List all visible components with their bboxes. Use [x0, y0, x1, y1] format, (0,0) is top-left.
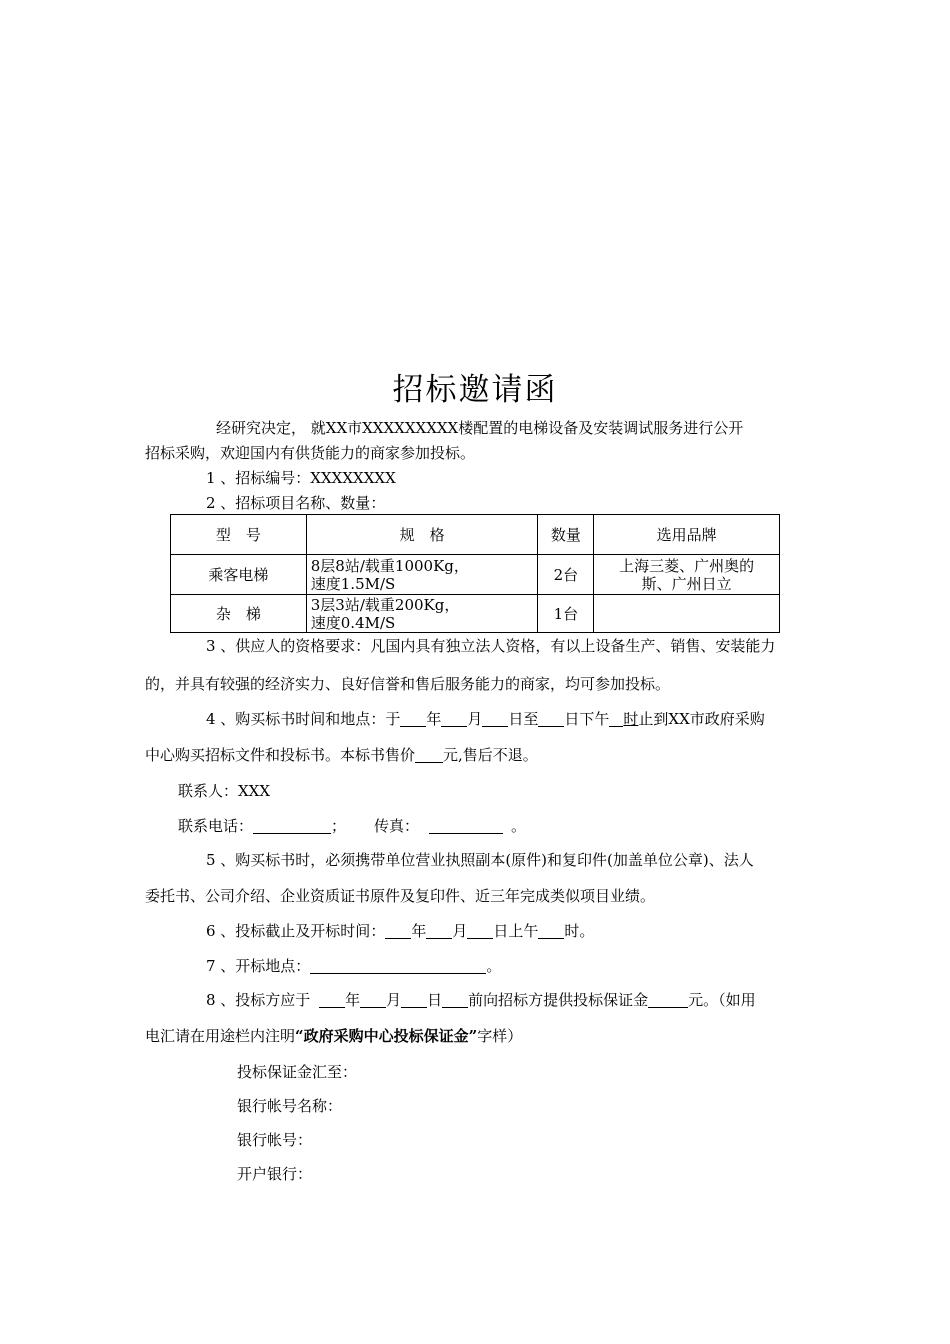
item-6-line — [206, 921, 594, 941]
item-8-line-2 — [145, 1026, 522, 1046]
cell-spec-line-2: 速度0.4M/S — [310, 613, 396, 632]
label-hour: 时 — [623, 710, 639, 728]
label-day-am: 日上午 — [493, 922, 539, 940]
cell-brand — [594, 555, 780, 595]
table-header-row — [171, 515, 780, 555]
table-row — [171, 595, 780, 633]
cell-spec — [306, 595, 538, 633]
label-year: 年 — [411, 922, 427, 940]
blank-month — [360, 991, 386, 1008]
item-8-note-emphasis: “政府采购中心投标保证金” — [295, 1027, 478, 1045]
blank-year — [319, 991, 345, 1008]
item-3-line-2: 的，并具有较强的经济实力、良好信誉和售后服务能力的商家，均可参加投标。 — [145, 675, 671, 693]
blank-year — [400, 710, 426, 727]
intro-line-2: 招标采购，欢迎国内有供货能力的商家参加投标。 — [145, 444, 476, 462]
blank-hour — [538, 922, 564, 939]
blank-fax — [429, 817, 503, 834]
deposit-remit-label: 投标保证金汇至： — [237, 1063, 358, 1081]
cell-brand — [594, 595, 780, 633]
blank-month — [441, 710, 467, 727]
blank-price — [415, 746, 443, 763]
deposit-account-name-label: 银行帐号名称： — [237, 1097, 343, 1115]
item-7-end: 。 — [486, 957, 502, 975]
cell-spec-line-1: 8层8站/载重1000Kg， — [310, 556, 469, 575]
item-4-suffix: 止到XX市政府采购 — [638, 710, 765, 728]
table-row — [171, 555, 780, 595]
cell-model: 杂 梯 — [171, 595, 307, 633]
label-day-to: 日至 — [508, 710, 539, 728]
item-1-tender-number: 1 、招标编号：XXXXXXXX — [206, 469, 396, 487]
item-4-price-unit: 元,售后不退。 — [443, 746, 538, 764]
blank-before — [442, 991, 468, 1008]
item-8-deposit-text: 前向招标方提供投标保证金 — [468, 991, 649, 1009]
label-hour-end: 时。 — [564, 922, 595, 940]
blank-phone — [253, 817, 331, 834]
item-2-project-name: 2 、招标项目名称、数量： — [206, 494, 386, 512]
blank-day — [482, 710, 508, 727]
item-7-prefix: 7 、开标地点： — [206, 957, 311, 975]
cell-spec — [306, 555, 538, 595]
header-brand: 选用品牌 — [594, 515, 780, 555]
item-4-prefix: 4 、购买标书时间和地点：于 — [206, 710, 401, 728]
intro-line-1: 经研究决定， 就XX市XXXXXXXXX楼配置的电梯设备及安装调试服务进行公开 — [216, 419, 744, 437]
cell-spec-line-2: 速度1.5M/S — [310, 574, 396, 593]
item-5-line-1: 5 、购买标书时，必须携带单位营业执照副本(原件)和复印件(加盖单位公章)、法人 — [206, 851, 754, 869]
cell-spec-line-1: 3层3站/载重200Kg， — [310, 595, 460, 614]
phone-separator: ； — [331, 817, 347, 835]
item-7-line — [206, 956, 501, 976]
phone-label: 联系电话： — [178, 817, 254, 835]
blank-day — [467, 922, 493, 939]
item-8-note-suffix: 字样） — [477, 1027, 523, 1045]
blank-day — [401, 991, 427, 1008]
label-year: 年 — [345, 991, 361, 1009]
page-title: 招标邀请函 — [392, 372, 558, 408]
contact-person: 联系人：XXX — [178, 782, 271, 800]
label-month: 月 — [467, 710, 483, 728]
item-4-price-label: 中心购买招标文件和投标书。本标书售价 — [145, 746, 416, 764]
item-4-line-1 — [206, 709, 765, 729]
blank-amount — [648, 991, 688, 1008]
header-model: 型 号 — [171, 515, 307, 555]
blank-month — [426, 922, 452, 939]
item-3-line-1: 3 、供应人的资格要求：凡国内具有独立法人资格，有以上设备生产、销售、安装能力 — [206, 637, 776, 655]
cell-brand-line-1: 上海三菱、广州奥的 — [619, 556, 755, 575]
header-spec: 规 格 — [306, 515, 538, 555]
cell-quantity: 1台 — [538, 595, 594, 633]
label-year: 年 — [426, 710, 442, 728]
label-month: 月 — [386, 991, 402, 1009]
label-day: 日 — [427, 991, 443, 1009]
blank-year — [385, 922, 411, 939]
item-8-line-1 — [206, 990, 756, 1010]
item-8-prefix: 8 、投标方应于 — [206, 991, 316, 1009]
label-day-pm: 日下午 — [564, 710, 610, 728]
fax-period: 。 — [511, 817, 527, 835]
fax-label: 传真： — [374, 817, 420, 835]
cell-quantity: 2台 — [538, 555, 594, 595]
contact-phone-line — [178, 816, 526, 836]
item-8-note-prefix: 电汇请在用途栏内注明 — [145, 1027, 296, 1045]
header-quantity: 数量 — [538, 515, 594, 555]
blank-day — [538, 710, 564, 727]
label-month: 月 — [452, 922, 468, 940]
equipment-table — [170, 514, 780, 633]
deposit-account-number-label: 银行帐号： — [237, 1131, 313, 1149]
cell-brand-line-2: 斯、广州日立 — [641, 574, 732, 593]
item-6-prefix: 6 、投标截止及开标时间： — [206, 922, 386, 940]
item-8-yuan: 元。（如用 — [688, 991, 756, 1009]
item-4-line-2 — [145, 745, 538, 765]
blank-hour — [609, 710, 623, 727]
blank-location — [310, 957, 486, 974]
item-5-line-2: 委托书、公司介绍、企业资质证书原件及复印件、近三年完成类似项目业绩。 — [145, 887, 656, 905]
deposit-bank-label: 开户银行： — [237, 1165, 313, 1183]
cell-model: 乘客电梯 — [171, 555, 307, 595]
